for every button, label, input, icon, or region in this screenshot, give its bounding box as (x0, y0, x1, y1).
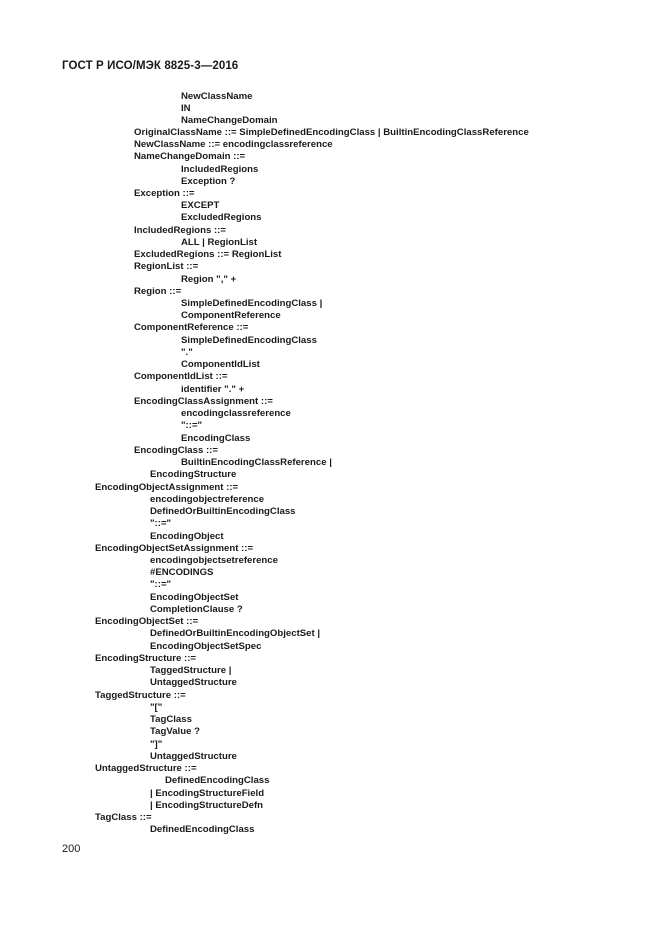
grammar-line: "[" (150, 702, 163, 713)
grammar-line: TagClass ::= (95, 812, 152, 823)
grammar-line: | EncodingStructureField (150, 788, 265, 799)
grammar-line: EXCEPT (181, 200, 220, 211)
grammar-line: SimpleDefinedEncodingClass | (181, 298, 323, 309)
grammar-line: EncodingClass ::= (134, 445, 218, 456)
grammar-line: NameChangeDomain (181, 115, 278, 126)
grammar-line: EncodingObjectSet (150, 592, 239, 603)
grammar-line: UntaggedStructure (150, 751, 237, 762)
grammar-line: IN (181, 103, 191, 114)
grammar-line: DefinedOrBuiltinEncodingClass (150, 506, 296, 517)
grammar-line: encodingobjectreference (150, 494, 265, 505)
grammar-line: UntaggedStructure ::= (95, 763, 197, 774)
grammar-line: TaggedStructure | (150, 665, 232, 676)
grammar-line: OriginalClassName ::= SimpleDefinedEncodingClass | BuiltinEncodingClassReference (134, 127, 529, 138)
grammar-line: DefinedEncodingClass (150, 824, 255, 835)
grammar-line: identifier "." + (181, 384, 245, 395)
grammar-line: ExcludedRegions ::= RegionList (134, 249, 282, 260)
grammar-line: EncodingObjectSetSpec (150, 641, 262, 652)
grammar-line: NewClassName (181, 91, 253, 102)
grammar-line: "]" (150, 739, 163, 750)
grammar-line: EncodingObjectSetAssignment ::= (95, 543, 254, 554)
grammar-line: EncodingClass (181, 433, 251, 444)
grammar-line: TagValue ? (150, 726, 200, 737)
grammar-line: encodingobjectsetreference (150, 555, 278, 566)
page-number: 200 (62, 843, 81, 855)
grammar-line: Exception ::= (134, 188, 195, 199)
grammar-line: ComponentIdList ::= (134, 371, 228, 382)
grammar-line: BuiltinEncodingClassReference | (181, 457, 332, 468)
grammar-line: RegionList ::= (134, 261, 199, 272)
grammar-line: IncludedRegions (181, 164, 259, 175)
grammar-line: "::=" (181, 420, 203, 431)
grammar-line: EncodingObjectAssignment ::= (95, 482, 239, 493)
grammar-line: Region ::= (134, 286, 182, 297)
grammar-line: TaggedStructure ::= (95, 690, 186, 701)
grammar-line: SimpleDefinedEncodingClass (181, 335, 317, 346)
grammar-line: UntaggedStructure (150, 677, 237, 688)
grammar-line: DefinedEncodingClass (165, 775, 270, 786)
grammar-line: ComponentReference (181, 310, 281, 321)
grammar-line: TagClass (150, 714, 192, 725)
grammar-line: EncodingStructure (150, 469, 237, 480)
grammar-line: #ENCODINGS (150, 567, 214, 578)
grammar-line: EncodingObjectSet ::= (95, 616, 199, 627)
grammar-line: NameChangeDomain ::= (134, 151, 246, 162)
grammar-line: | EncodingStructureDefn (150, 800, 264, 811)
grammar-line: EncodingStructure ::= (95, 653, 197, 664)
grammar-line: "." (181, 347, 193, 358)
grammar-line: encodingclassreference (181, 408, 291, 419)
grammar-line: ComponentReference ::= (134, 322, 249, 333)
grammar-line: Region "," + (181, 274, 237, 285)
grammar-line: Exception ? (181, 176, 236, 187)
grammar-line: DefinedOrBuiltinEncodingObjectSet | (150, 628, 321, 639)
grammar-line: ExcludedRegions (181, 212, 262, 223)
grammar-line: NewClassName ::= encodingclassreference (134, 139, 333, 150)
grammar-line: "::=" (150, 518, 172, 529)
page-header: ГОСТ Р ИСО/МЭК 8825-3—2016 (62, 60, 239, 72)
grammar-line: ALL | RegionList (181, 237, 258, 248)
grammar-line: ComponentIdList (181, 359, 260, 370)
grammar-line: EncodingClassAssignment ::= (134, 396, 273, 407)
grammar-line: "::=" (150, 579, 172, 590)
grammar-line: EncodingObject (150, 531, 224, 542)
grammar-line: CompletionClause ? (150, 604, 243, 615)
grammar-line: IncludedRegions ::= (134, 225, 226, 236)
